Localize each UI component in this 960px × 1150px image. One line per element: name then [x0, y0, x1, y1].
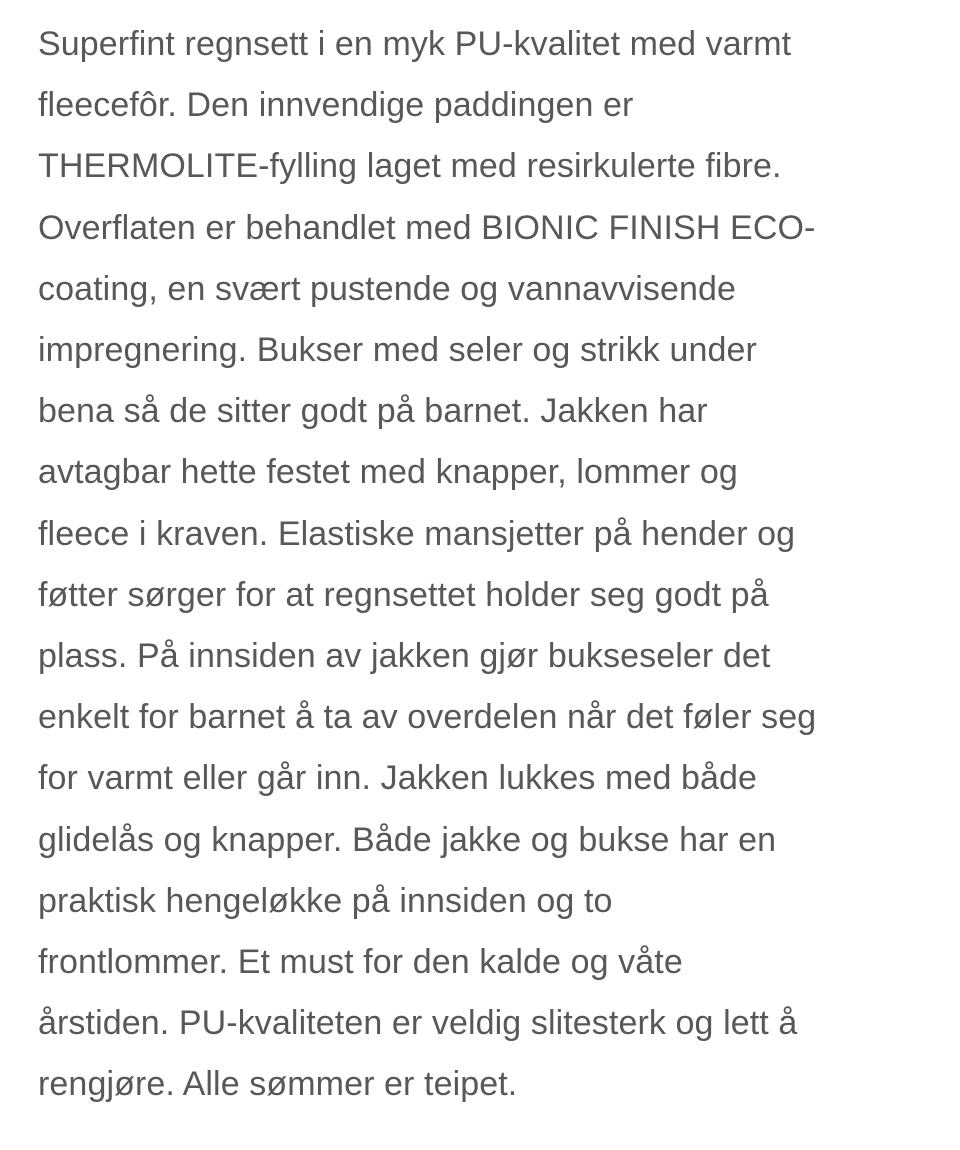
description-line: fleece i kraven. Elastiske mansjetter på hender og [38, 514, 796, 553]
description-line: føtter sørger for at regnsettet holder seg godt på [38, 575, 769, 614]
description-line: praktisk hengeløkke på innsiden og to [38, 881, 613, 920]
description-line: avtagbar hette festet med knapper, lommer og [38, 453, 738, 492]
description-line: coating, en svært pustende og vannavvisende [38, 269, 736, 308]
description-line: THERMOLITE-fylling laget med resirkulerte fibre. [38, 147, 782, 186]
description-line: glidelås og knapper. Både jakke og bukse har en [38, 820, 777, 859]
description-line: Overflaten er behandlet med BIONIC FINISH ECO- [38, 208, 816, 247]
description-line: årstiden. PU-kvaliteten er veldig slitesterk og lett å [38, 1004, 798, 1043]
description-line: rengjøre. Alle sømmer er teipet. [38, 1065, 518, 1104]
description-line: for varmt eller går inn. Jakken lukkes med både [38, 759, 758, 798]
description-line: enkelt for barnet å ta av overdelen når det føler seg [38, 698, 817, 737]
description-line: Superfint regnsett i en myk PU-kvalitet med varmt [38, 25, 792, 63]
product-description-text [38, 14, 938, 1116]
description-line: bena så de sitter godt på barnet. Jakken har [38, 392, 708, 431]
description-line: fleecefôr. Den innvendige paddingen er [38, 86, 634, 125]
description-line: impregnering. Bukser med seler og strikk under [38, 331, 757, 370]
description-line: plass. På innsiden av jakken gjør bukseseler det [38, 637, 771, 676]
description-line: frontlommer. Et must for den kalde og våte [38, 943, 683, 982]
